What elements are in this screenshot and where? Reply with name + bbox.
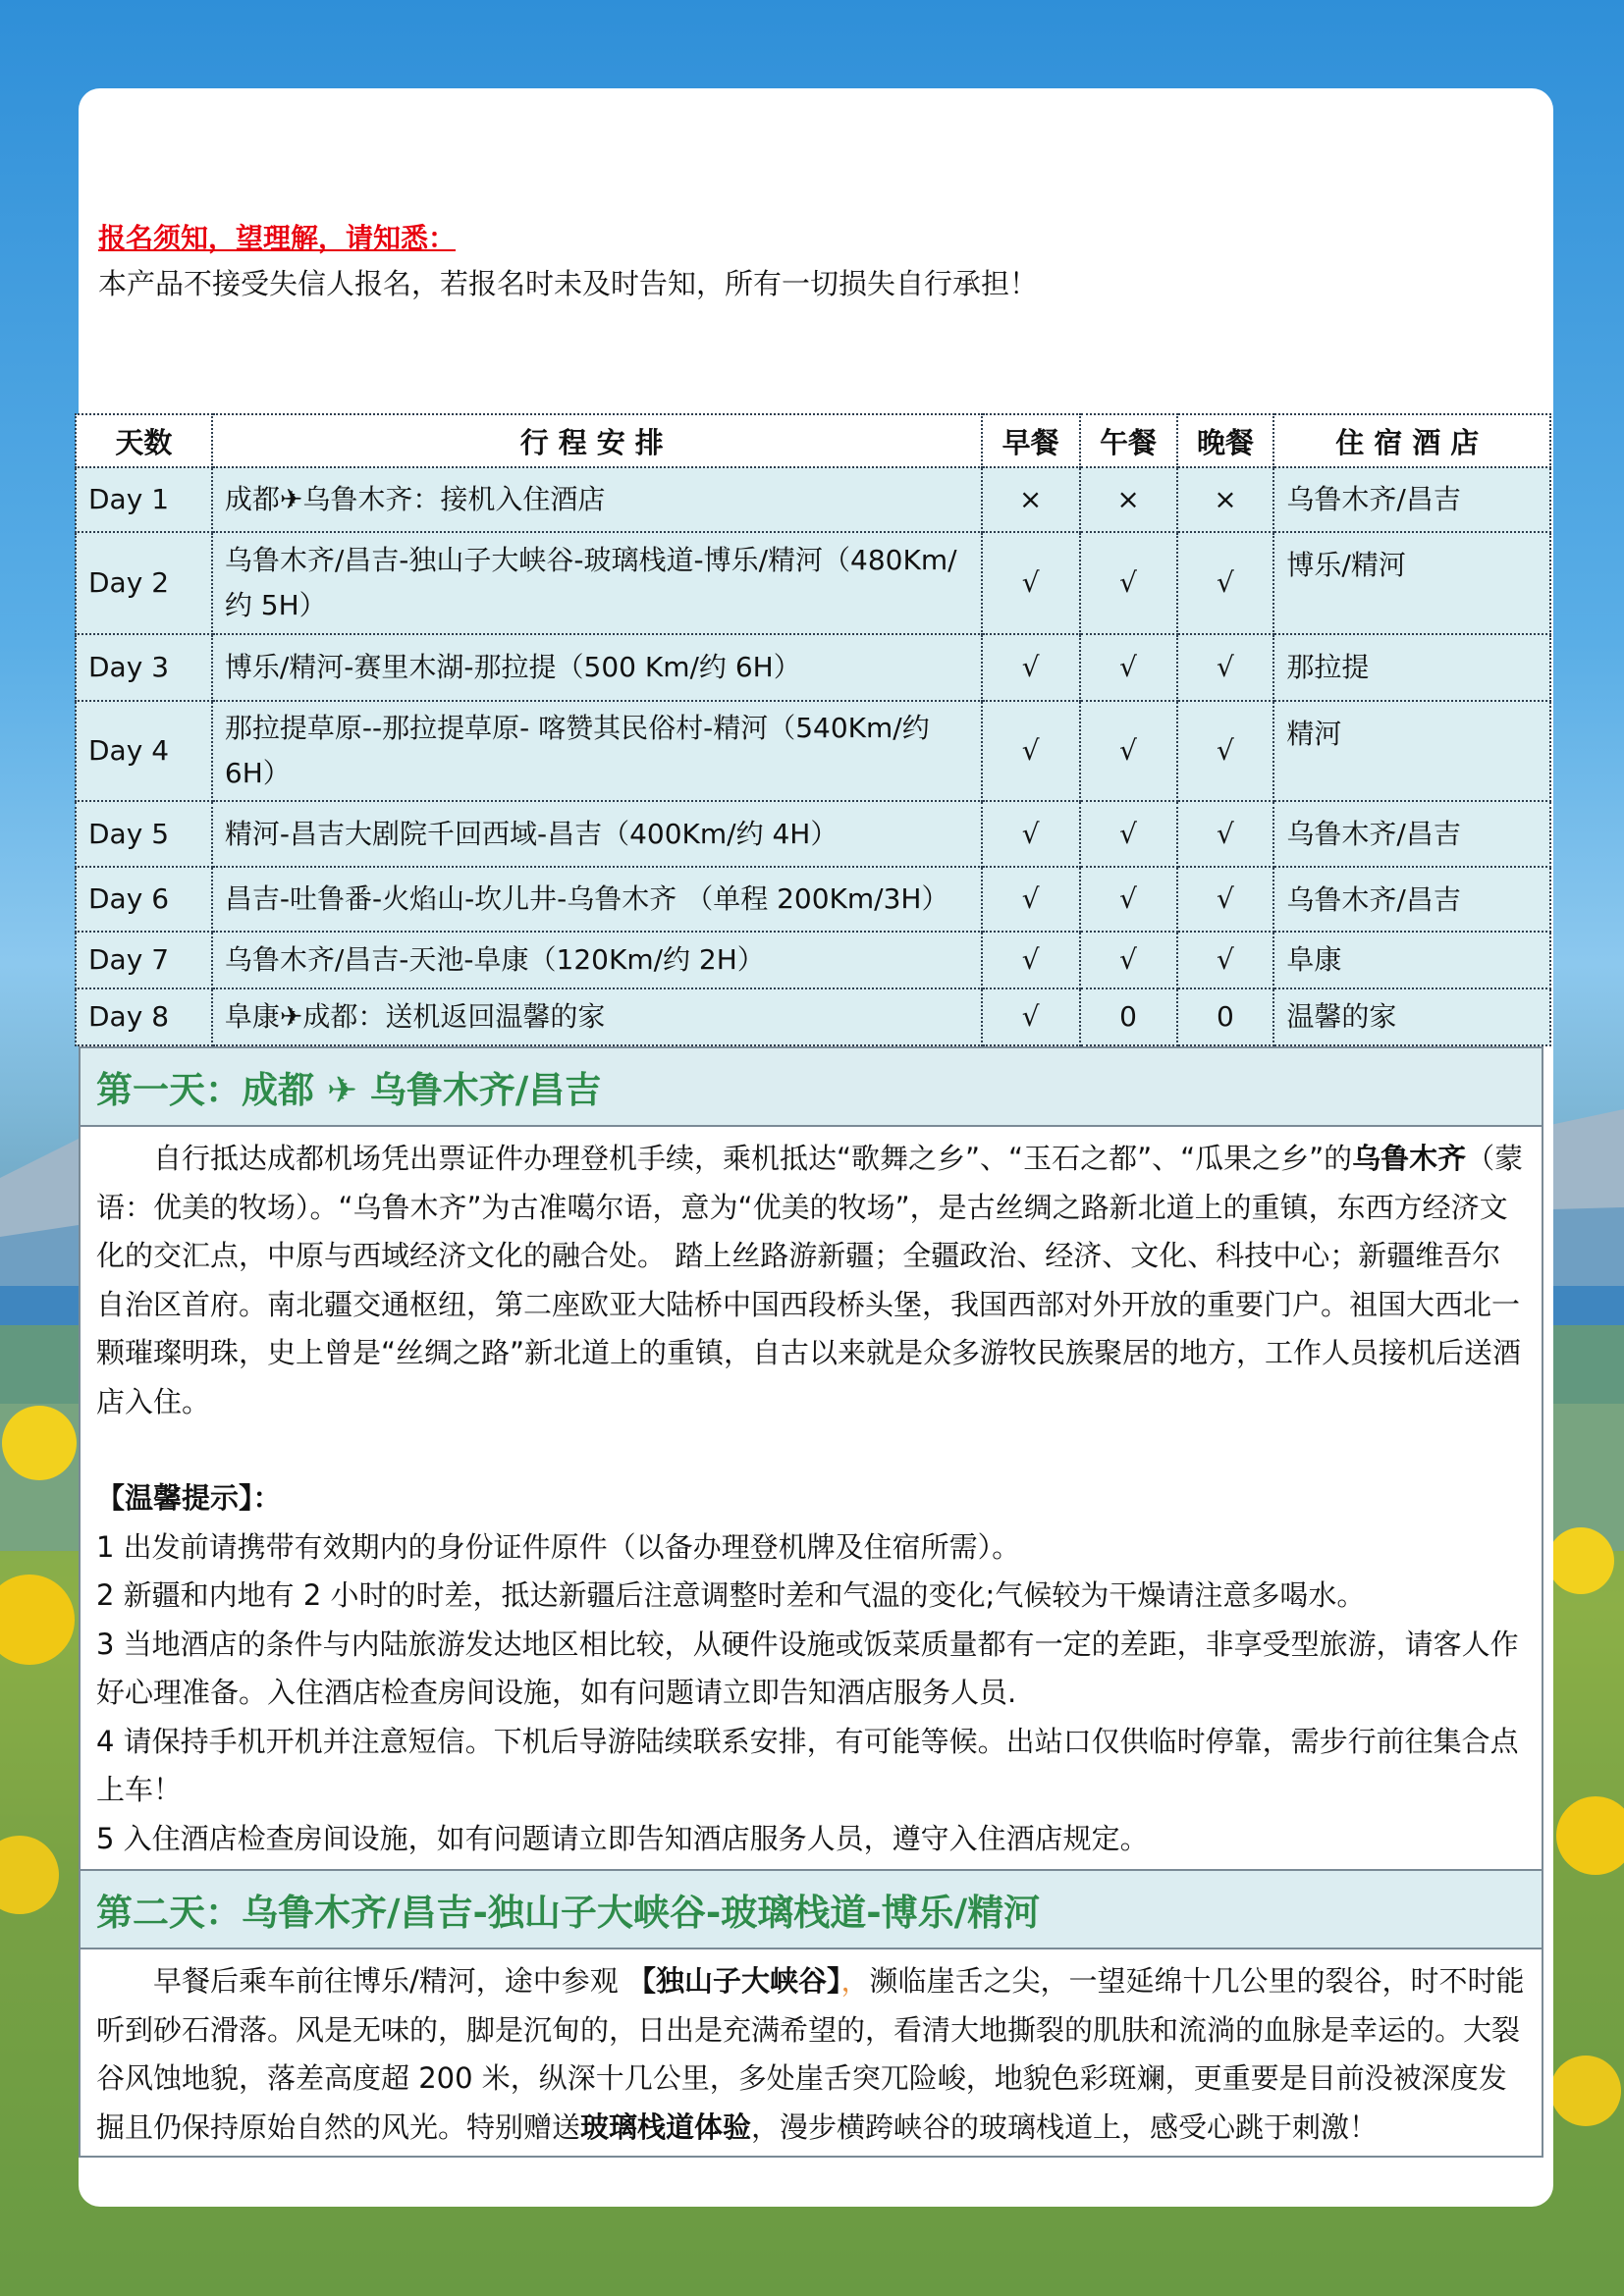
- header-day: 天数: [76, 414, 212, 467]
- day1-paragraph: [96, 1135, 1526, 1426]
- day-cell: Day 3: [76, 634, 212, 701]
- breakfast-cell: √: [982, 532, 1080, 634]
- day-cell: Day 7: [76, 932, 212, 988]
- day-cell: Day 1: [76, 467, 212, 532]
- dinner-cell: 0: [1177, 988, 1274, 1045]
- table-row: [76, 932, 1550, 988]
- dinner-cell: √: [1177, 867, 1274, 932]
- table-row: [76, 634, 1550, 701]
- breakfast-cell: √: [982, 701, 1080, 801]
- itinerary-table: [75, 413, 1551, 1046]
- day1-text-b: （蒙语：优美的牧场）。“乌鲁木齐”为古准噶尔语，意为“优美的牧场”，是古丝绸之路新北道上的重镇，东西方经济文化的交汇点，中原与西域经济文化的融合处。 踏上丝路游新疆；全疆政治、经济、文化、科技中心；新疆维吾尔自治区首府。南北疆交通枢纽，第二座欧亚大陆桥中国西段桥头堡，我国西部对外开放的重要门户。祖国大西北一颗璀璨明珠，史上曾是“丝绸之路”新北道上的重镇，自古以来就是众多游牧民族聚居的地方，工作人员接机后送酒店入住。: [96, 1142, 1524, 1418]
- notice-text: 本产品不接受失信人报名，若报名时未及时告知，所有一切损失自行承担！: [98, 267, 1039, 300]
- day2-section: [79, 1869, 1543, 2158]
- lunch-cell: √: [1080, 867, 1177, 932]
- day1-section: [79, 1046, 1543, 1873]
- table-header-row: [76, 414, 1550, 467]
- lunch-cell: √: [1080, 532, 1177, 634]
- hotel-cell: 乌鲁木齐/昌吉: [1273, 467, 1550, 532]
- lunch-cell: √: [1080, 634, 1177, 701]
- header-route: 行程安排: [212, 414, 982, 467]
- day1-title: 第一天：成都 ✈ 乌鲁木齐/昌吉: [81, 1048, 1542, 1127]
- lunch-cell: 0: [1080, 988, 1177, 1045]
- tip-item: 2 新疆和内地有 2 小时的时差，抵达新疆后注意调整时差和气温的变化;气候较为干燥请注意多喝水。: [96, 1578, 1366, 1612]
- hotel-cell: 乌鲁木齐/昌吉: [1273, 801, 1550, 867]
- lunch-cell: √: [1080, 932, 1177, 988]
- route-cell: 精河-昌吉大剧院千回西域-昌吉（400Km/约 4H）: [212, 801, 982, 867]
- lunch-cell: √: [1080, 701, 1177, 801]
- lunch-cell: ×: [1080, 467, 1177, 532]
- dinner-cell: √: [1177, 701, 1274, 801]
- dinner-cell: √: [1177, 634, 1274, 701]
- route-cell: 乌鲁木齐/昌吉-独山子大峡谷-玻璃栈道-博乐/精河（480Km/约 5H）: [212, 532, 982, 634]
- table-row: [76, 801, 1550, 867]
- dinner-cell: ×: [1177, 467, 1274, 532]
- day-cell: Day 2: [76, 532, 212, 634]
- day2-text-c: ，漫步横跨峡谷的玻璃栈道上，感受心跳于刺激！: [751, 2109, 1379, 2144]
- day1-body: [81, 1127, 1542, 1879]
- dinner-cell: √: [1177, 932, 1274, 988]
- day-cell: Day 4: [76, 701, 212, 801]
- day-cell: Day 8: [76, 988, 212, 1045]
- day2-text-b: 濒临崖舌之尖，一望延绵十几公里的裂谷，时不时能听到砂石滑落。风是无味的，脚是沉甸的，日出是充满希望的，看清大地撕裂的肌肤和流淌的血脉是幸运的。大裂谷风蚀地貌，落差高度超 200 米，纵深十几公里，多处崖舌突兀险峻，地貌色彩斑斓，更重要是目前没被深度发掘且仍保持原始自然的风光。特别赠送: [96, 1964, 1525, 2144]
- table-row: [76, 532, 1550, 634]
- table-row: [76, 867, 1550, 932]
- day1-text-a: 自行抵达成都机场凭出票证件办理登机手续，乘机抵达“歌舞之乡”、“玉石之都”、“瓜果之乡”的: [153, 1142, 1353, 1175]
- hotel-cell: 博乐/精河: [1273, 532, 1550, 634]
- breakfast-cell: ×: [982, 467, 1080, 532]
- breakfast-cell: √: [982, 634, 1080, 701]
- hotel-cell: 阜康: [1273, 932, 1550, 988]
- day2-title: 第二天：乌鲁木齐/昌吉-独山子大峡谷-玻璃栈道-博乐/精河: [81, 1871, 1542, 1949]
- day-cell: Day 6: [76, 867, 212, 932]
- day2-highlight-canyon: 【独山子大峡谷】: [627, 1964, 841, 1998]
- route-cell: 昌吉-吐鲁番-火焰山-坎儿井-乌鲁木齐 （单程 200Km/3H）: [212, 867, 982, 932]
- day-cell: Day 5: [76, 801, 212, 867]
- tip-item: 3 当地酒店的条件与内陆旅游发达地区相比较，从硬件设施或饭菜质量都有一定的差距，非享受型旅游，请客人作好心理准备。入住酒店检查房间设施，如有问题请立即告知酒店服务人员.: [96, 1627, 1519, 1709]
- day2-comma: ，: [840, 1964, 870, 1998]
- route-cell: 阜康✈成都：送机返回温馨的家: [212, 988, 982, 1045]
- day2-text-a: 早餐后乘车前往博乐/精河，途中参观: [153, 1964, 627, 1998]
- tip-item: 1 出发前请携带有效期内的身份证件原件（以备办理登机牌及住宿所需）。: [96, 1529, 1021, 1564]
- header-hotel: 住宿酒店: [1273, 414, 1550, 467]
- registration-notice: [98, 218, 1038, 306]
- tip-item: 4 请保持手机开机并注意短信。下机后导游陆续联系安排，有可能等候。出站口仅供临时停靠，需步行前往集合点上车！: [96, 1724, 1519, 1806]
- route-cell: 博乐/精河-赛里木湖-那拉提（500 Km/约 6H）: [212, 634, 982, 701]
- table-row: [76, 701, 1550, 801]
- hotel-cell: 乌鲁木齐/昌吉: [1273, 867, 1550, 932]
- breakfast-cell: √: [982, 932, 1080, 988]
- breakfast-cell: √: [982, 988, 1080, 1045]
- notice-title: 报名须知，望理解，请知悉：: [98, 222, 457, 254]
- day2-paragraph: [96, 1957, 1526, 2152]
- lunch-cell: √: [1080, 801, 1177, 867]
- day2-body: [81, 1949, 1542, 2167]
- header-lunch: 午餐: [1080, 414, 1177, 467]
- route-cell: 乌鲁木齐/昌吉-天池-阜康（120Km/约 2H）: [212, 932, 982, 988]
- breakfast-cell: √: [982, 867, 1080, 932]
- tip-item: 5 入住酒店检查房间设施，如有问题请立即告知酒店服务人员，遵守入住酒店规定。: [96, 1821, 1149, 1855]
- hotel-cell: 温馨的家: [1273, 988, 1550, 1045]
- route-cell: 那拉提草原--那拉提草原- 喀赞其民俗村-精河（540Km/约 6H）: [212, 701, 982, 801]
- header-dinner: 晚餐: [1177, 414, 1274, 467]
- day1-highlight: 乌鲁木齐: [1352, 1142, 1467, 1175]
- tips-title: 【温馨提示】：: [96, 1481, 282, 1515]
- hotel-cell: 精河: [1273, 701, 1550, 801]
- dinner-cell: √: [1177, 801, 1274, 867]
- table-row: [76, 467, 1550, 532]
- hotel-cell: 那拉提: [1273, 634, 1550, 701]
- day2-highlight-glass: 玻璃栈道体验: [580, 2109, 752, 2144]
- route-cell: 成都✈乌鲁木齐：接机入住酒店: [212, 467, 982, 532]
- dinner-cell: √: [1177, 532, 1274, 634]
- table-row: [76, 988, 1550, 1045]
- header-breakfast: 早餐: [982, 414, 1080, 467]
- breakfast-cell: √: [982, 801, 1080, 867]
